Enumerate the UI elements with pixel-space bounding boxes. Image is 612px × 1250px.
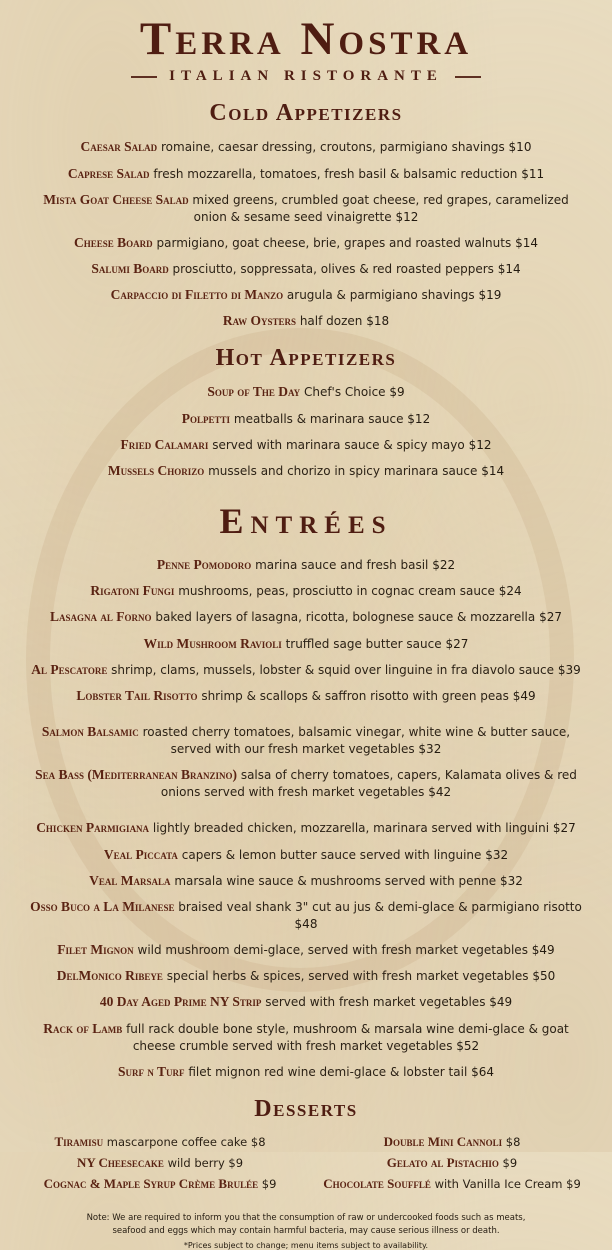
item-name: Cheese Board	[74, 234, 153, 250]
item-name: Polpetti	[181, 410, 231, 426]
item-price: $39	[557, 662, 581, 677]
menu-item	[25, 722, 587, 758]
menu-item	[25, 940, 587, 959]
item-price: $27	[445, 636, 469, 651]
item-desc: shrimp & scallops & saffron risotto with green peas	[201, 688, 509, 703]
menu-item	[25, 461, 587, 480]
item-name: NY Cheesecake	[76, 1155, 164, 1171]
item-desc: meatballs & marinara sauce	[233, 411, 404, 426]
menu-item	[25, 435, 587, 454]
menu-item	[25, 966, 587, 985]
item-name: Carpaccio di Filetto di Manzo	[110, 287, 284, 303]
item-desc: full rack double bone style, mushroom & marsala wine demi-glace & goat cheese crumble served with fresh market vegetables	[126, 1021, 569, 1053]
item-price: $32	[485, 847, 509, 862]
item-price: $48	[294, 917, 318, 932]
item-desc: lightly breaded chicken, mozzarella, marinara served with linguini	[152, 821, 550, 836]
item-desc: mascarpone coffee cake	[106, 1134, 248, 1149]
entrees-group-meat	[0, 818, 612, 1080]
item-price: $49	[512, 688, 536, 703]
item-name: Penne Pomodoro	[156, 557, 252, 573]
menu-item	[20, 1175, 300, 1193]
item-desc: capers & lemon butter sauce served with linguine	[181, 847, 482, 862]
item-price: $9	[502, 1156, 518, 1171]
item-desc: salsa of cherry tomatoes, capers, Kalamata olives & red onions served with fresh market vegetables	[160, 768, 577, 800]
item-name: Surf n Turf	[117, 1063, 185, 1079]
menu-item	[25, 818, 587, 837]
item-price: $12	[395, 209, 419, 224]
item-name: Chocolate Soufflé	[323, 1176, 431, 1192]
item-desc: truffled sage butter sauce	[285, 636, 442, 651]
menu-item	[20, 1154, 300, 1172]
menu-item	[25, 190, 587, 226]
item-desc: Chef's Choice	[303, 385, 386, 400]
item-desc: served with fresh market vegetables	[265, 995, 486, 1010]
item-price: $19	[478, 288, 502, 303]
menu-item	[25, 233, 587, 252]
restaurant-tagline: ITALIAN RISTORANTE	[169, 68, 443, 85]
item-price: $10	[508, 140, 532, 155]
menu-header	[0, 15, 612, 85]
item-price: $32	[499, 873, 523, 888]
item-name: Tiramisu	[54, 1133, 104, 1149]
item-name: Mista Goat Cheese Salad	[43, 191, 189, 207]
item-name: Filet Mignon	[57, 942, 134, 958]
item-price: $49	[531, 943, 555, 958]
item-price: $11	[521, 166, 545, 181]
menu-item	[25, 607, 587, 626]
item-desc: prosciutto, soppressata, olives & red roasted peppers	[172, 262, 494, 276]
item-name: Caesar Salad	[80, 139, 158, 155]
menu-item	[312, 1133, 592, 1151]
item-name: Salumi Board	[91, 261, 169, 276]
menu-item	[25, 660, 587, 679]
item-desc: marsala wine sauce & mushrooms served with penne	[174, 873, 497, 888]
item-desc: marina sauce and fresh basil	[255, 558, 429, 573]
item-price: $50	[532, 969, 556, 984]
item-price: $8	[505, 1134, 521, 1149]
item-desc: half dozen	[299, 314, 363, 329]
menu-item	[25, 285, 587, 304]
menu-item	[25, 311, 587, 330]
item-desc: romaine, caesar dressing, croutons, parmigiano shavings	[161, 140, 505, 155]
item-desc: served with marinara sauce & spicy mayo	[212, 437, 465, 452]
menu-item	[20, 1133, 300, 1151]
menu-item	[25, 1062, 587, 1081]
item-price: $9	[566, 1177, 581, 1192]
item-price: $12	[468, 437, 492, 452]
item-name: Lasagna al Forno	[50, 609, 152, 625]
item-price: $9	[261, 1177, 277, 1192]
item-desc: wild mushroom demi-glace, served with fresh market vegetables	[137, 943, 528, 958]
item-desc: wild berry	[167, 1156, 225, 1171]
item-price: $24	[498, 584, 522, 599]
item-price: $52	[456, 1038, 480, 1053]
restaurant-tagline-row	[0, 68, 612, 85]
item-desc: filet mignon red wine demi-glace & lobster tail	[188, 1064, 468, 1079]
restaurant-name: Terra Nostra	[139, 13, 473, 65]
item-name: Al Pescatore	[31, 661, 108, 677]
item-price: $32	[418, 742, 442, 757]
item-desc: roasted cherry tomatoes, balsamic vinegar, white wine & butter sauce, served with our fresh market vegetables	[142, 725, 571, 757]
item-price: $64	[471, 1064, 495, 1079]
item-name: 40 Day Aged Prime NY Strip	[99, 994, 262, 1010]
health-note: Note: We are required to inform you that the consumption of raw or undercooked foods such as meats, seafood and eggs which may contain harmful bacteria, may cause serious illness or death.	[86, 1213, 526, 1236]
item-desc: parmigiano, goat cheese, brie, grapes and roasted walnuts	[156, 235, 512, 250]
desserts-column-left	[14, 1133, 306, 1197]
section-heading-desserts: Desserts	[254, 1095, 358, 1122]
item-name: Lobster Tail Risotto	[76, 687, 198, 703]
item-name: Salmon Balsamic	[41, 724, 139, 740]
tagline-rule-right	[455, 76, 481, 78]
menu-item	[25, 897, 587, 933]
item-name: Veal Marsala	[89, 872, 171, 888]
section-heading-cold-appetizers: Cold Appetizers	[209, 100, 403, 127]
item-desc: arugula & parmigiano shavings	[286, 288, 475, 303]
item-desc: mixed greens, crumbled goat cheese, red grapes, caramelized onion & sesame seed vinaigrette	[192, 192, 569, 224]
item-desc: mussels and chorizo in spicy marinara sauce	[208, 463, 478, 478]
item-price: $14	[497, 262, 521, 276]
item-price: $9	[389, 385, 405, 400]
item-price: $49	[489, 995, 513, 1010]
item-price: $27	[539, 610, 562, 625]
item-desc: shrimp, clams, mussels, lobster & squid over linguine in fra diavolo sauce	[111, 662, 554, 677]
item-price: $27	[552, 821, 576, 836]
desserts-column-right	[306, 1133, 598, 1197]
section-heading-entrees: Entrées	[219, 501, 393, 542]
section-cold-appetizers	[0, 100, 612, 330]
menu-item	[25, 1019, 587, 1055]
item-name: Fried Calamari	[120, 436, 209, 452]
menu-footer	[0, 1212, 612, 1250]
item-name: Chicken Parmigiana	[36, 820, 150, 836]
item-name: Sea Bass (Mediterranean Branzino)	[35, 767, 237, 783]
item-price: $8	[250, 1134, 266, 1149]
item-name: Rigatoni Fungi	[90, 583, 175, 599]
entrees-group-pasta	[0, 555, 612, 705]
item-name: DelMonico Ribeye	[56, 968, 163, 984]
menu-item	[25, 634, 587, 653]
menu-item	[25, 845, 587, 864]
menu-item	[25, 765, 587, 801]
menu-item	[25, 686, 587, 705]
item-desc: baked layers of lasagna, ricotta, bolognese sauce & mozzarella	[155, 610, 536, 625]
menu-item	[25, 164, 587, 183]
item-name: Rack of Lamb	[43, 1020, 123, 1036]
item-name: Mussels Chorizo	[107, 462, 205, 478]
item-price: $42	[428, 785, 452, 800]
item-price: $14	[481, 463, 505, 478]
section-desserts	[0, 1096, 612, 1197]
menu-item	[312, 1154, 592, 1172]
item-price: $12	[407, 411, 431, 426]
item-name: Soup of The Day	[207, 384, 301, 400]
menu-item	[25, 581, 587, 600]
item-name: Caprese Salad	[67, 165, 150, 181]
menu-item	[25, 555, 587, 574]
item-desc: with Vanilla Ice Cream	[434, 1177, 563, 1192]
menu-item	[312, 1175, 592, 1193]
item-name: Osso Buco a La Milanese	[30, 898, 175, 914]
menu-item	[25, 382, 587, 401]
section-entrees	[0, 500, 612, 1081]
item-name: Raw Oysters	[222, 313, 296, 329]
item-name: Veal Piccata	[103, 846, 178, 862]
menu-content	[0, 15, 612, 1250]
item-name: Double Mini Cannoli	[383, 1133, 503, 1149]
item-price: $18	[366, 314, 390, 329]
menu-item	[25, 137, 587, 156]
item-name: Wild Mushroom Ravioli	[143, 635, 282, 651]
item-price: $14	[515, 235, 538, 250]
item-price: $22	[432, 558, 456, 573]
menu-item	[25, 259, 587, 278]
section-hot-appetizers	[0, 345, 612, 480]
item-price: $9	[228, 1156, 244, 1171]
item-name: Cognac & Maple Syrup Crème Brulée	[43, 1176, 259, 1192]
item-desc: braised veal shank 3" cut au jus & demi-glace & parmigiano risotto	[178, 899, 582, 914]
item-desc: fresh mozzarella, tomatoes, fresh basil & balsamic reduction	[153, 166, 518, 181]
tagline-rule-left	[131, 76, 157, 78]
menu-item	[25, 992, 587, 1011]
item-desc: mushrooms, peas, prosciutto in cognac cream sauce	[178, 584, 495, 599]
menu-item	[25, 409, 587, 428]
item-name: Gelato al Pistachio	[386, 1155, 499, 1171]
price-disclaimer: *Prices subject to change; menu items subject to availability.	[183, 1241, 429, 1250]
section-heading-hot-appetizers: Hot Appetizers	[215, 345, 397, 372]
menu-item	[25, 871, 587, 890]
desserts-columns	[14, 1133, 598, 1197]
item-desc: special herbs & spices, served with fresh market vegetables	[166, 969, 529, 984]
entrees-group-seafood	[0, 722, 612, 801]
